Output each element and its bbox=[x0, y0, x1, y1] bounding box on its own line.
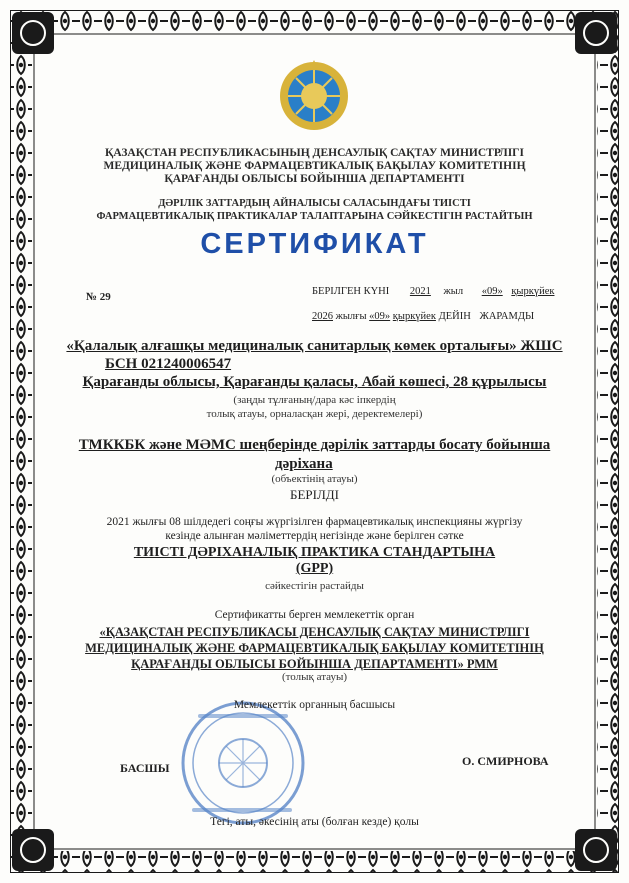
valid-month: қыркүйек bbox=[392, 311, 436, 322]
header-line-2: МЕДИЦИНАЛЫҚ ЖӘНЕ ФАРМАЦЕВТИКАЛЫҚ БАҚЫЛАУ КОМИТЕТІНІҢ bbox=[103, 160, 526, 172]
valid-year: 2026 bbox=[312, 311, 333, 322]
valid-until-date bbox=[312, 311, 534, 322]
issued-month: қыркүйек bbox=[511, 286, 555, 297]
issue-date bbox=[312, 286, 554, 297]
confirms-text: сәйкестігін растайды bbox=[265, 580, 364, 592]
org-caption-2: толық атауы, орналасқан жері, деректемелері) bbox=[206, 408, 423, 420]
header-line-3: ҚАРАҒАНДЫ ОБЛЫСЫ БОЙЫНША ДЕПАРТАМЕНТІ bbox=[164, 173, 465, 185]
purpose-line-1: ДӘРІЛІК ЗАТТАРДЫҢ АЙНАЛЫСЫ САЛАСЫНДАҒЫ ТИІСТІ bbox=[158, 198, 471, 209]
inspection-line-1: 2021 жылғы 08 шілдедегі соңғы жүргізілген фармацевтикалық инспекцияны жүргізу bbox=[106, 516, 523, 528]
standard-name: ТИІСТІ ДӘРІХАНАЛЫҚ ПРАКТИКА СТАНДАРТЫНА bbox=[133, 545, 496, 560]
head-label: Мемлекеттік органның басшысы bbox=[233, 699, 396, 711]
state-emblem-icon bbox=[276, 58, 352, 134]
org-name: «Қалалық алғашқы медициналық санитарлық көмек орталығы» ЖШС bbox=[66, 338, 563, 354]
organisation-block bbox=[0, 337, 629, 391]
valid-word: ЖАРАМДЫ bbox=[479, 311, 535, 322]
inspection-line-2: кезінде алынған мәліметтердің негізінде және берілген сәтке bbox=[165, 530, 464, 542]
issued-year: 2021 bbox=[409, 286, 431, 297]
object-caption: (объектінің атауы) bbox=[271, 473, 358, 485]
purpose-line-2: ФАРМАЦЕВТИКАЛЫҚ ПРАКТИКАЛАР ТАЛАПТАРЫНА СӘЙКЕСТІГІН РАСТАЙТЫН bbox=[96, 211, 533, 222]
signatory-name: О. СМИРНОВА bbox=[462, 754, 549, 768]
authority-line-2: МЕДИЦИНАЛЫҚ ЖӘНЕ ФАРМАЦЕВТИКАЛЫҚ БАҚЫЛАУ КОМИТЕТІНІҢ bbox=[85, 641, 544, 655]
header-line-1: ҚАЗАҚСТАН РЕСПУБЛИКАСЫНЫҢ ДЕНСАУЛЫҚ САҚТАУ МИНИСТРЛІГІ bbox=[105, 147, 524, 159]
certificate-title: СЕРТИФИКАТ bbox=[200, 228, 429, 260]
valid-year-word: жылғы bbox=[335, 311, 367, 322]
official-stamp bbox=[178, 698, 308, 828]
issued-word: БЕРІЛДІ bbox=[290, 487, 339, 502]
authority-caption: (толық атауы) bbox=[281, 671, 348, 683]
issued-label: БЕРІЛГЕН КҮНІ bbox=[312, 286, 390, 297]
gpp-standard bbox=[0, 545, 629, 577]
authority-line-3: ҚАРАҒАНДЫ ОБЛЫСЫ БОЙЫНША ДЕПАРТАМЕНТІ» РММ bbox=[131, 657, 498, 671]
authority-block bbox=[0, 624, 629, 672]
org-caption-1: (заңды тұлғаның/дара кәс іпкердің bbox=[233, 394, 396, 406]
ministry-header bbox=[0, 147, 629, 186]
authority-label: Сертификатты берген мемлекеттік орган bbox=[214, 609, 415, 621]
authority-line-1: «ҚАЗАҚСТАН РЕСПУБЛИКАСЫ ДЕНСАУЛЫҚ САҚТАУ МИНИСТРЛІГІ bbox=[99, 625, 530, 639]
signature-caption: Тегі, аты, әкесінің аты (болған кезде) қолы bbox=[210, 816, 419, 828]
issued-day: «09» bbox=[481, 286, 503, 297]
gpp-abbr: (GPP) bbox=[295, 561, 334, 576]
valid-until: ДЕЙІН bbox=[438, 311, 471, 322]
object-block bbox=[0, 436, 629, 474]
valid-day: «09» bbox=[369, 311, 391, 322]
object-name-2: дәріхана bbox=[275, 456, 333, 472]
certificate-number: № 29 bbox=[86, 291, 111, 303]
org-address: Қарағанды облысы, Қарағанды қаласы, Абай көшесі, 28 құрылысы bbox=[82, 374, 547, 390]
org-bin: БСН 021240006547 bbox=[105, 356, 232, 372]
object-name-1: ТМККБК және МӘМС шеңберінде дәрілік заттарды босату бойынша bbox=[78, 437, 551, 453]
org-caption bbox=[0, 393, 629, 421]
signatory-role: БАСШЫ bbox=[120, 761, 170, 775]
issued-year-word: жыл bbox=[443, 286, 464, 297]
purpose-header bbox=[0, 197, 629, 223]
inspection-text bbox=[0, 515, 629, 543]
